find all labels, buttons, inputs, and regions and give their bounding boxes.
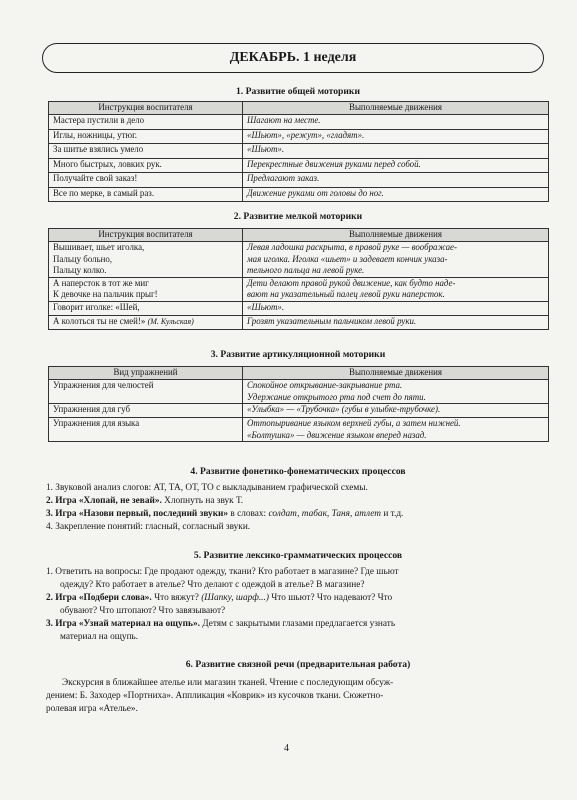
action-cell: «Шьют».	[243, 301, 549, 315]
table-row	[49, 129, 549, 144]
fine-motor-table	[48, 228, 549, 330]
text-line: Дети делают правой рукой движение, как будто наде-	[247, 277, 456, 288]
section-1-heading: 1. Развитие общей моторики	[236, 86, 360, 97]
game-title: 3. Игра «Назови первый, последний звуки»	[46, 509, 229, 519]
table-row	[49, 277, 549, 301]
list-item	[46, 618, 395, 630]
table-row	[49, 173, 549, 188]
action-cell	[243, 418, 549, 442]
instruction-cell: Иглы, ножницы, утюг.	[49, 129, 243, 144]
exercise-cell: Упражнения для челюстей	[49, 380, 243, 404]
instruction-cell: Получайте свой заказ!	[49, 173, 243, 188]
list-item	[46, 508, 403, 520]
list-item: 4. Закрепление понятий: гласный, согласный звуки.	[46, 522, 251, 532]
table-row	[49, 404, 549, 418]
table-header: Инструкция воспитателя	[49, 102, 243, 115]
list-item-continuation: обувают? Что штопают? Что завязывают?	[60, 606, 226, 616]
table-row	[49, 380, 549, 404]
list-item: 1. Звуковой анализ слогов: АТ, ТА, ОТ, ТО с выкладыванием графической схемы.	[46, 483, 368, 493]
text-line: Вышивает, шьет иголка,	[53, 242, 145, 252]
section-5-heading: 5. Развитие лексико-грамматических процессов	[193, 550, 403, 561]
table-header: Выполняемые движения	[243, 102, 549, 115]
source-credit: (М. Кульская)	[147, 316, 194, 326]
paragraph-line: ролевая игра «Ателье».	[46, 704, 138, 714]
page-number: 4	[284, 743, 289, 754]
text-span: Что шьют? Что надевают? Что	[268, 593, 393, 603]
text-span: Детям с закрытыми глазами предлагается узнать	[199, 619, 396, 629]
game-title: 2. Игра «Подбери слова».	[46, 593, 152, 603]
instruction-cell	[49, 315, 243, 329]
text-line: Пальцу больно,	[53, 253, 113, 264]
table-header: Вид упражнений	[49, 367, 243, 380]
table-row	[49, 158, 549, 173]
table-row	[49, 301, 549, 315]
table-row	[49, 187, 549, 202]
instruction-cell	[49, 242, 243, 278]
text-span: Хлопнуть на звук Т.	[161, 496, 244, 506]
game-title: 2. Игра «Хлопай, не зевай».	[46, 496, 162, 506]
action-cell: Движение руками от головы до ног.	[243, 187, 549, 202]
action-cell: Шагают на месте.	[243, 115, 549, 130]
paragraph-line: дением: Б. Заходер «Портниха». Аппликация «Коврик» из кусочков ткани. Сюжетно-	[46, 691, 384, 701]
list-item-continuation: одежду? Кто работает в ателье? Что делают с одеждой в ателье? В магазине?	[60, 580, 365, 590]
text-line: А колоться ты не смей!»	[53, 315, 146, 326]
text-span: в словах:	[228, 509, 269, 519]
word-list: солдат, табак, Таня, атлет	[268, 509, 382, 519]
instruction-cell: Все по мерке, в самый раз.	[49, 187, 243, 202]
exercise-cell: Упражнения для языка	[49, 418, 243, 442]
text-line: вают на указательный палец левой руки наперсток.	[247, 289, 445, 300]
text-line: Левая ладошка раскрыта, в правой руке — воображае-	[247, 242, 457, 252]
section-2-heading: 2. Развитие мелкой моторики	[233, 211, 363, 222]
instruction-cell: Говорит иголке: «Шей,	[49, 301, 243, 315]
list-item	[46, 495, 243, 507]
text-span: и т.д.	[381, 509, 404, 519]
general-motor-table	[48, 101, 549, 202]
action-cell: «Шьют».	[243, 144, 549, 159]
instruction-cell: За шитье взялись умело	[49, 144, 243, 159]
action-cell: Грозят указательным пальчиком левой руки.	[243, 315, 549, 329]
section-6-heading: 6. Развитие связной речи (предварительная работа)	[185, 659, 411, 670]
instruction-cell: Мастера пустили в дело	[49, 115, 243, 130]
table-header: Выполняемые движения	[243, 229, 549, 242]
example-answer: (Шапку, шарф...)	[201, 593, 269, 603]
section-4-heading: 4. Развитие фонетико-фонематических процессов	[190, 466, 406, 477]
page-title: ДЕКАБРЬ. 1 неделя	[42, 43, 544, 73]
text-line: К девочке на пальчик прыг!	[53, 289, 158, 300]
table-row	[49, 418, 549, 442]
action-cell	[243, 380, 549, 404]
table-row	[49, 315, 549, 329]
action-cell: Предлагают заказ.	[243, 173, 549, 188]
text-line: А наперсток в тот же миг	[53, 277, 149, 288]
articulation-table	[48, 366, 549, 442]
game-title: 3. Игра «Узнай материал на ощупь».	[46, 619, 200, 629]
table-header: Инструкция воспитателя	[49, 229, 243, 242]
list-item: 1. Ответить на вопросы: Где продают одежду, ткани? Кто работает в магазине? Где шьют	[46, 567, 399, 577]
paragraph-line: Экскурсия в ближайшее ателье или магазин тканей. Чтение с последующим обсуж-	[62, 678, 394, 688]
list-item	[46, 592, 392, 604]
action-cell	[243, 242, 549, 278]
list-item-continuation: материал на ощупь.	[60, 632, 139, 642]
table-row	[49, 115, 549, 130]
instruction-cell: Много быстрых, ловких рук.	[49, 158, 243, 173]
action-cell: «Улыбка» — «Трубочка» (губы в улыбке-трубочке).	[243, 404, 549, 418]
text-line: тельного пальца на левой руке.	[247, 265, 365, 276]
table-row	[49, 144, 549, 159]
text-line: Пальцу колко.	[53, 265, 107, 276]
instruction-cell	[49, 277, 243, 301]
text-line: «Болтушка» — движение языком вперед назад.	[247, 429, 427, 440]
text-line: Спокойное открывание-закрывание рта.	[247, 380, 403, 390]
action-cell	[243, 277, 549, 301]
text-span: Что вяжут?	[151, 593, 202, 603]
text-line: Удержание открытого рта под счет до пяти.	[247, 391, 426, 402]
action-cell: «Шьют», «режут», «гладят».	[243, 129, 549, 144]
exercise-cell: Упражнения для губ	[49, 404, 243, 418]
table-row	[49, 242, 549, 278]
text-line: мая иголка. Иголка «шьет» и задевает кончик указа-	[247, 253, 448, 264]
text-line: Оттопыривание языком верхней губы, а затем нижней.	[247, 418, 461, 429]
table-header: Выполняемые движения	[243, 367, 549, 380]
section-3-heading: 3. Развитие артикуляционной моторики	[210, 349, 386, 360]
action-cell: Перекрестные движения руками перед собой.	[243, 158, 549, 173]
